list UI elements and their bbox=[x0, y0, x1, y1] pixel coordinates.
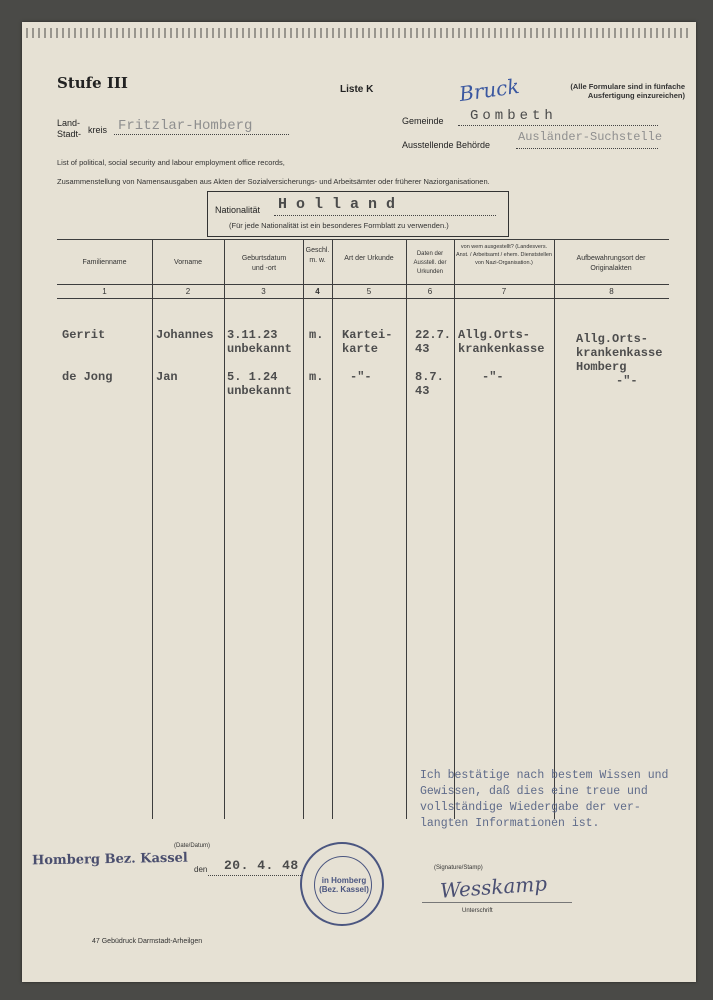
row2-datum: 8.7. 43 bbox=[415, 370, 444, 398]
row2-familienname: de Jong bbox=[62, 370, 113, 384]
description-german: Zusammenstellung von Namensausgaben aus Akten der Sozialversicherungs- und Arbeitsämter oder früherer Naziorganisationen. bbox=[57, 177, 490, 186]
col-num-8: 8 bbox=[609, 287, 614, 296]
col-header-art: Art der Urkunde bbox=[344, 255, 394, 262]
place-stamp: Homberg Bez. Kassel bbox=[31, 850, 188, 869]
table-top-border bbox=[57, 239, 669, 240]
col-num-5: 5 bbox=[366, 287, 372, 296]
official-round-stamp bbox=[300, 842, 384, 926]
row1-vorname: Johannes bbox=[156, 328, 214, 342]
gemeinde-underline bbox=[458, 125, 658, 126]
formulare-note-1: (Alle Formulare sind in fünfache bbox=[570, 82, 685, 91]
col-num-4: 4 bbox=[315, 287, 320, 296]
printer-imprint: 47 Gebüdruck Darmstadt-Arheilgen bbox=[92, 938, 203, 945]
row1-aussteller: Allg.Orts- krankenkasse bbox=[458, 328, 545, 356]
col-header-geburtsdatum: Geburtsdatum und -ort bbox=[241, 255, 287, 272]
col-num-3: 3 bbox=[261, 287, 266, 296]
document-page bbox=[22, 22, 696, 982]
kreis-underline bbox=[114, 134, 289, 135]
col-divider-1 bbox=[152, 239, 153, 819]
row2-vorname: Jan bbox=[156, 370, 178, 384]
row2-geschlecht: m. bbox=[309, 370, 324, 384]
col-header-aussteller: von wem ausgestellt? (Landesvers. Anst. / Arbeitsamt / ehem. Dienststellen von Nazi-Organisation.) bbox=[456, 244, 552, 266]
den-label: den bbox=[194, 865, 208, 874]
certification-text: Ich bestätige nach bestem Wissen und Gewissen, daß dies eine treue und vollständige Wiedergabe der ver- langten Informationen ist. bbox=[420, 769, 669, 830]
perforation-edge bbox=[26, 28, 692, 38]
signature: Wesskamp bbox=[439, 871, 548, 903]
table-numbers-divider bbox=[57, 298, 669, 299]
col-num-6: 6 bbox=[427, 287, 433, 296]
behoerde-value: Ausländer-Suchstelle bbox=[518, 130, 663, 144]
nationality-label: Nationalität bbox=[215, 205, 261, 215]
row1-ort: Allg.Orts- krankenkasse Homberg bbox=[576, 332, 663, 374]
col-divider-2 bbox=[224, 239, 225, 819]
signature-underline bbox=[422, 902, 572, 903]
gemeinde-label: Gemeinde bbox=[402, 116, 444, 126]
nationality-note: (Für jede Nationalität ist ein besonderes Formblatt zu verwenden.) bbox=[229, 221, 449, 230]
behoerde-underline bbox=[516, 148, 658, 149]
col-divider-7 bbox=[554, 239, 555, 819]
row2-art: -"- bbox=[350, 370, 372, 384]
date-value: 20. 4. 48 bbox=[224, 858, 299, 873]
stadt-label: Stadt- bbox=[57, 129, 82, 139]
nationality-underline bbox=[274, 215, 496, 216]
col-divider-6 bbox=[454, 239, 455, 819]
row2-geburt: 5. 1.24 unbekannt bbox=[227, 370, 292, 398]
col-header-familienname: Familienname bbox=[82, 259, 127, 266]
land-label: Land- bbox=[57, 118, 81, 128]
date-label: (Date/Datum) bbox=[174, 843, 211, 849]
table-header-divider bbox=[57, 284, 669, 285]
col-header-aufbewahrungsort: Aufbewahrungsort der Originalakten bbox=[576, 255, 646, 272]
formulare-note-2: Ausfertigung einzureichen) bbox=[587, 91, 685, 100]
col-header-geschlecht: Geschl. m. w. bbox=[305, 247, 330, 264]
date-underline bbox=[208, 875, 303, 876]
gemeinde-value: Gombeth bbox=[470, 108, 557, 124]
col-divider-3 bbox=[303, 239, 304, 819]
signature-label: (Signature/Stamp) bbox=[434, 865, 483, 871]
kreis-label: kreis bbox=[88, 125, 108, 135]
nationality-value: Holland bbox=[278, 196, 405, 213]
col-num-1: 1 bbox=[102, 287, 107, 296]
stamp-text: in Homberg (Bez. Kassel) bbox=[319, 876, 369, 894]
unterschrift-label: Unterschrift bbox=[462, 908, 493, 914]
row1-datum: 22.7. 43 bbox=[415, 328, 452, 356]
row1-geschlecht: m. bbox=[309, 328, 324, 342]
behoerde-label: Ausstellende Behörde bbox=[402, 140, 491, 150]
col-num-7: 7 bbox=[501, 287, 507, 296]
handwritten-mark: Bruck bbox=[457, 73, 521, 107]
row1-art: Kartei- karte bbox=[342, 328, 393, 356]
col-header-vorname: Vorname bbox=[173, 259, 203, 266]
col-divider-4 bbox=[332, 239, 333, 819]
row2-ort: -"- bbox=[616, 374, 638, 388]
row1-familienname: Gerrit bbox=[62, 328, 106, 342]
kreis-value: Fritzlar-Homberg bbox=[118, 118, 253, 134]
liste-label: Liste K bbox=[340, 84, 374, 95]
stufe-title: Stufe III bbox=[57, 74, 128, 92]
row1-geburt: 3.11.23 unbekannt bbox=[227, 328, 292, 356]
col-header-daten: Daten der Ausstell. der Urkunden bbox=[413, 251, 447, 275]
row2-aussteller: -"- bbox=[482, 370, 504, 384]
col-num-2: 2 bbox=[185, 287, 191, 296]
col-divider-5 bbox=[406, 239, 407, 819]
description-english: List of political, social security and labour employment office records, bbox=[57, 158, 285, 167]
